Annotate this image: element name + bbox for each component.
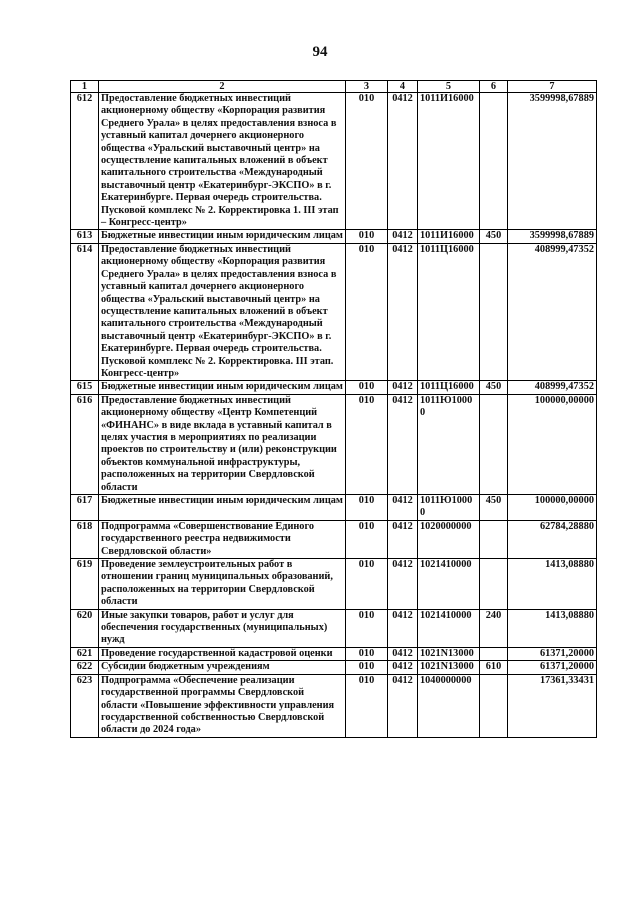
row-amount: 3599998,67889	[508, 230, 597, 243]
page-number: 94	[312, 44, 328, 60]
row-code-expense-type	[480, 559, 508, 610]
row-code-expense-type	[480, 394, 508, 494]
row-number: 613	[71, 230, 99, 243]
row-code-expense-type	[480, 243, 508, 380]
row-code-ministry: 010	[346, 230, 388, 243]
row-code-section: 0412	[388, 243, 418, 380]
table-row	[71, 243, 597, 380]
row-number: 616	[71, 394, 99, 494]
row-code-ministry: 010	[346, 674, 388, 737]
row-code-ministry: 010	[346, 520, 388, 558]
budget-table	[70, 80, 597, 738]
row-code-target: 1011Ц16000	[418, 243, 480, 380]
row-code-section: 0412	[388, 394, 418, 494]
row-number: 615	[71, 381, 99, 394]
table-row	[71, 609, 597, 647]
table-header-row	[71, 81, 597, 93]
row-code-target: 1040000000	[418, 674, 480, 737]
row-name: Проведение государственной кадастровой оценки	[99, 647, 346, 660]
row-code-expense-type: 450	[480, 495, 508, 521]
row-number: 621	[71, 647, 99, 660]
row-number: 623	[71, 674, 99, 737]
header-col-7: 7	[508, 81, 597, 93]
row-amount: 17361,33431	[508, 674, 597, 737]
row-name: Бюджетные инвестиции иным юридическим лицам	[99, 381, 346, 394]
table-row	[71, 495, 597, 521]
row-amount: 62784,28880	[508, 520, 597, 558]
row-amount: 100000,00000	[508, 495, 597, 521]
row-code-section: 0412	[388, 661, 418, 674]
row-code-expense-type: 240	[480, 609, 508, 647]
row-code-target: 1020000000	[418, 520, 480, 558]
row-name: Иные закупки товаров, работ и услуг для обеспечения государственных (муниципальных) нужд	[99, 609, 346, 647]
table-row	[71, 381, 597, 394]
row-code-target: 1011И16000	[418, 93, 480, 230]
row-code-expense-type	[480, 674, 508, 737]
header-col-5: 5	[418, 81, 480, 93]
row-name: Подпрограмма «Обеспечение реализации государственной программы Свердловской области «Повышение эффективности управления государственной собственностью Свердловской области до 2024 года»	[99, 674, 346, 737]
header-col-1: 1	[71, 81, 99, 93]
table-row	[71, 647, 597, 660]
table-row	[71, 230, 597, 243]
row-name: Предоставление бюджетных инвестиций акционерному обществу «Центр Компетенций «ФИНАНС» в виде вклада в уставный капитал в целях участия в мероприятиях по реализации проектов по строительству и (или) реконструкции объектов коммунальной инфраструктуры, расположенных на территории Свердловской области	[99, 394, 346, 494]
row-code-ministry: 010	[346, 243, 388, 380]
row-name: Предоставление бюджетных инвестиций акционерному обществу «Корпорация развития Среднего Урала» в целях предоставления взноса в уставный капитал дочернего акционерного общества «Уральский выставочный центр» на осуществление капитальных вложений в объект капитального строительства «Международный выставочный центр «Екатеринбург-ЭКСПО» в г. Екатеринбурге. Первая очередь строительства. Пусковой комплекс № 2. Корректировка. III этап. Конгресс-центр»	[99, 243, 346, 380]
row-amount: 3599998,67889	[508, 93, 597, 230]
row-code-expense-type	[480, 647, 508, 660]
table-row	[71, 93, 597, 230]
table-row	[71, 520, 597, 558]
row-name: Бюджетные инвестиции иным юридическим лицам	[99, 495, 346, 521]
header-col-6: 6	[480, 81, 508, 93]
row-code-ministry: 010	[346, 381, 388, 394]
row-code-section: 0412	[388, 674, 418, 737]
row-code-expense-type: 610	[480, 661, 508, 674]
table-row	[71, 674, 597, 737]
row-code-expense-type	[480, 93, 508, 230]
row-amount: 1413,08880	[508, 609, 597, 647]
row-name: Подпрограмма «Совершенствование Единого государственного реестра недвижимости Свердловской области»	[99, 520, 346, 558]
row-number: 617	[71, 495, 99, 521]
row-code-section: 0412	[388, 647, 418, 660]
row-code-target: 1011Ц16000	[418, 381, 480, 394]
row-code-expense-type: 450	[480, 230, 508, 243]
row-code-target: 1011Ю10000	[418, 394, 480, 494]
row-code-section: 0412	[388, 230, 418, 243]
row-amount: 1413,08880	[508, 559, 597, 610]
row-number: 618	[71, 520, 99, 558]
row-code-target: 1021N13000	[418, 647, 480, 660]
row-code-expense-type: 450	[480, 381, 508, 394]
row-code-section: 0412	[388, 520, 418, 558]
row-number: 619	[71, 559, 99, 610]
row-code-expense-type	[480, 520, 508, 558]
row-code-target: 1011И16000	[418, 230, 480, 243]
row-amount: 61371,20000	[508, 661, 597, 674]
row-amount: 408999,47352	[508, 381, 597, 394]
row-code-section: 0412	[388, 381, 418, 394]
row-code-target: 1021410000	[418, 609, 480, 647]
row-number: 622	[71, 661, 99, 674]
row-name: Субсидии бюджетным учреждениям	[99, 661, 346, 674]
row-number: 620	[71, 609, 99, 647]
table-row	[71, 559, 597, 610]
row-name: Предоставление бюджетных инвестиций акционерному обществу «Корпорация развития Среднего Урала» в целях предоставления взноса в уставный капитал дочернего акционерного общества «Уральский выставочный центр» на осуществление капитальных вложений в объект капитального строительства «Международный выставочный центр «Екатеринбург-ЭКСПО» в г. Екатеринбурге. Первая очередь строительства. Пусковой комплекс № 2. Корректировка 1. III этап – Конгресс-центр»	[99, 93, 346, 230]
row-code-target: 1021410000	[418, 559, 480, 610]
row-amount: 61371,20000	[508, 647, 597, 660]
row-amount: 100000,00000	[508, 394, 597, 494]
row-code-ministry: 010	[346, 559, 388, 610]
row-code-ministry: 010	[346, 93, 388, 230]
row-number: 614	[71, 243, 99, 380]
row-code-section: 0412	[388, 93, 418, 230]
row-amount: 408999,47352	[508, 243, 597, 380]
row-code-ministry: 010	[346, 661, 388, 674]
row-code-section: 0412	[388, 559, 418, 610]
header-col-4: 4	[388, 81, 418, 93]
header-col-3: 3	[346, 81, 388, 93]
row-code-ministry: 010	[346, 495, 388, 521]
row-code-section: 0412	[388, 609, 418, 647]
table-row	[71, 661, 597, 674]
row-name: Проведение землеустроительных работ в отношении границ муниципальных образований, расположенных на территории Свердловской области	[99, 559, 346, 610]
row-name: Бюджетные инвестиции иным юридическим лицам	[99, 230, 346, 243]
row-code-target: 1021N13000	[418, 661, 480, 674]
row-code-target: 1011Ю10000	[418, 495, 480, 521]
table-row	[71, 394, 597, 494]
row-code-ministry: 010	[346, 609, 388, 647]
row-code-ministry: 010	[346, 647, 388, 660]
row-code-section: 0412	[388, 495, 418, 521]
header-col-2: 2	[99, 81, 346, 93]
row-number: 612	[71, 93, 99, 230]
row-code-ministry: 010	[346, 394, 388, 494]
